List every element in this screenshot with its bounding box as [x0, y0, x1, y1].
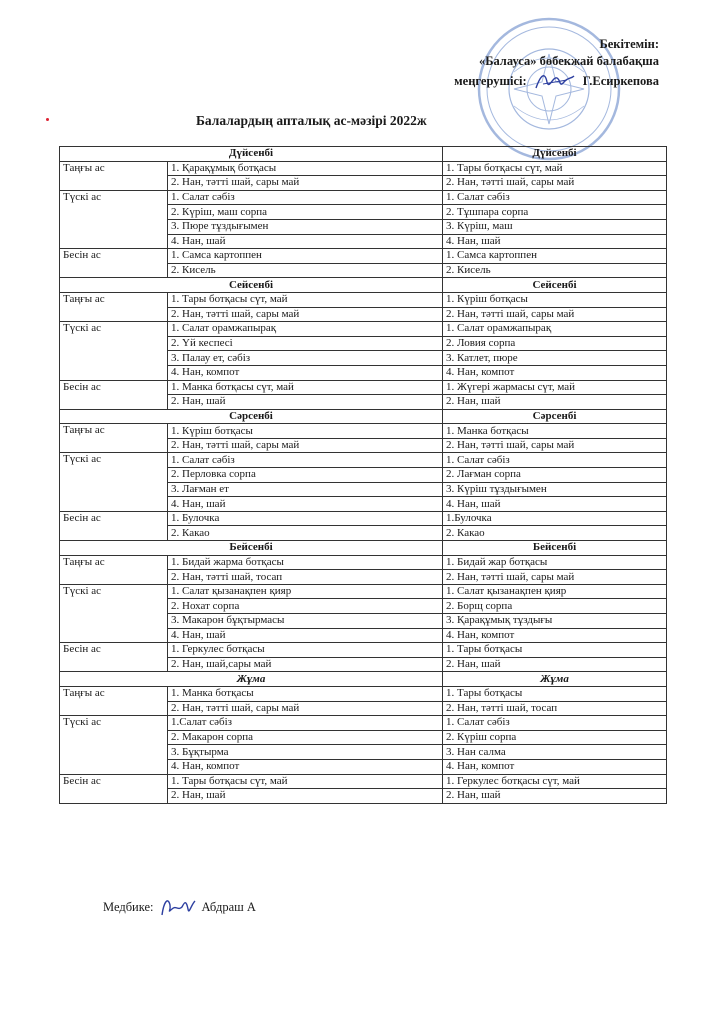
dish-left: 4. Нан, шай: [168, 628, 443, 643]
dish-right: 2. Күріш сорпа: [443, 730, 667, 745]
meal-label: Таңғы ас: [60, 686, 168, 715]
table-row: [60, 424, 667, 439]
menu-body: [60, 147, 667, 804]
dish-right: 1. Бидай жар ботқасы: [443, 555, 667, 570]
dish-right: 2. Нан, шай: [443, 395, 667, 410]
dish-left: 2. Нан, тәтті шай, сары май: [168, 307, 443, 322]
dish-right: 1. Тары ботқасы сүт, май: [443, 161, 667, 176]
meal-label: Бесін ас: [60, 511, 168, 540]
meal-label: Бесін ас: [60, 774, 168, 803]
table-row: [60, 555, 667, 570]
table-row: [60, 380, 667, 395]
dish-right: 2. Нан, тәтті шай, сары май: [443, 438, 667, 453]
meal-label: Таңғы ас: [60, 424, 168, 453]
dish-left: 1. Тары ботқасы сүт, май: [168, 292, 443, 307]
meal-label: Түскі ас: [60, 190, 168, 248]
dish-right: 2. Лағман сорпа: [443, 468, 667, 483]
dish-left: 2. Перловка сорпа: [168, 468, 443, 483]
day-name-left: Дүйсенбі: [60, 147, 443, 162]
dish-right: 2. Кисель: [443, 263, 667, 278]
dish-left: 1.Салат сәбіз: [168, 716, 443, 731]
dish-left: 1. Күріш ботқасы: [168, 424, 443, 439]
meal-label: Таңғы ас: [60, 161, 168, 190]
day-header-row: [60, 147, 667, 162]
dish-left: 1. Салат қызанақпен қияр: [168, 584, 443, 599]
dish-right: 2. Ловия сорпа: [443, 336, 667, 351]
day-header-row: [60, 278, 667, 293]
dish-left: 3. Лағман ет: [168, 482, 443, 497]
table-row: [60, 190, 667, 205]
dish-left: 1. Геркулес ботқасы: [168, 643, 443, 658]
dish-right: 4. Нан, компот: [443, 365, 667, 380]
dish-left: 2. Нан, шай,сары май: [168, 657, 443, 672]
head-signature: [533, 70, 577, 92]
dish-left: 2. Үй кеспесі: [168, 336, 443, 351]
dish-right: 4. Нан, компот: [443, 759, 667, 774]
dish-right: 1. Манка ботқасы: [443, 424, 667, 439]
dish-left: 1. Салат сәбіз: [168, 453, 443, 468]
dish-left: 2. Нан, тәтті шай, тосап: [168, 570, 443, 585]
table-row: [60, 322, 667, 337]
dish-left: 2. Нохат сорпа: [168, 599, 443, 614]
dish-right: 1. Жүгері жармасы сүт, май: [443, 380, 667, 395]
dish-left: 1. Салат сәбіз: [168, 190, 443, 205]
day-name-left: Сейсенбі: [60, 278, 443, 293]
dish-right: 4. Нан, шай: [443, 234, 667, 249]
day-header-row: [60, 672, 667, 687]
dish-left: 3. Бұқтырма: [168, 745, 443, 760]
dish-left: 1. Қарақұмық ботқасы: [168, 161, 443, 176]
dish-right: 1. Салат орамжапырақ: [443, 322, 667, 337]
day-header-row: [60, 409, 667, 424]
day-name-left: Жұма: [60, 672, 443, 687]
table-row: [60, 584, 667, 599]
meal-label: Бесін ас: [60, 643, 168, 672]
dish-right: 2. Нан, тәтті шай, сары май: [443, 307, 667, 322]
dish-right: 2. Нан, тәтті шай, сары май: [443, 570, 667, 585]
meal-label: Түскі ас: [60, 322, 168, 380]
day-name-right: Сейсенбі: [443, 278, 667, 293]
dish-right: 1. Самса картоппен: [443, 249, 667, 264]
table-row: [60, 292, 667, 307]
dish-right: 1. Салат сәбіз: [443, 453, 667, 468]
dish-left: 4. Нан, компот: [168, 365, 443, 380]
dish-right: 2. Нан, шай: [443, 657, 667, 672]
day-name-right: Бейсенбі: [443, 541, 667, 556]
meal-label: Таңғы ас: [60, 292, 168, 321]
dish-right: 2. Тұшпара сорпа: [443, 205, 667, 220]
dish-left: 2. Нан, шай: [168, 395, 443, 410]
nurse-signature: [158, 895, 198, 919]
dish-left: 4. Нан, компот: [168, 759, 443, 774]
dish-right: 3. Нан салма: [443, 745, 667, 760]
dish-right: 2. Борщ сорпа: [443, 599, 667, 614]
dish-left: 1. Салат орамжапырақ: [168, 322, 443, 337]
meal-label: Түскі ас: [60, 584, 168, 642]
approve-label: Бекітемін:: [599, 37, 659, 51]
dish-left: 1. Самса картоппен: [168, 249, 443, 264]
day-name-right: Жұма: [443, 672, 667, 687]
day-name-right: Дүйсенбі: [443, 147, 667, 162]
table-row: [60, 686, 667, 701]
dish-left: 2. Нан, тәтті шай, сары май: [168, 176, 443, 191]
org-line: «Балауса» бөбекжай балабақша: [478, 54, 659, 68]
dish-right: 1. Тары ботқасы: [443, 686, 667, 701]
dish-left: 2. Какао: [168, 526, 443, 541]
dish-left: 2. Нан, тәтті шай, сары май: [168, 438, 443, 453]
dish-left: 2. Нан, тәтті шай, сары май: [168, 701, 443, 716]
dish-right: 1. Күріш ботқасы: [443, 292, 667, 307]
table-row: [60, 774, 667, 789]
dish-left: 3. Пюре тұздығымен: [168, 219, 443, 234]
head-label: меңгерушісі:: [454, 73, 527, 88]
dish-left: 1. Манка ботқасы сүт, май: [168, 380, 443, 395]
dish-right: 2. Нан, тәтті шай, тосап: [443, 701, 667, 716]
dish-left: 2. Күріш, маш сорпа: [168, 205, 443, 220]
dish-right: 3. Қарақұмық тұздығы: [443, 614, 667, 629]
day-header-row: [60, 541, 667, 556]
dish-right: 2. Нан, тәтті шай, сары май: [443, 176, 667, 191]
table-row: [60, 161, 667, 176]
dish-left: 1. Тары ботқасы сүт, май: [168, 774, 443, 789]
dish-right: 1. Геркулес ботқасы сүт, май: [443, 774, 667, 789]
dish-right: 3. Күріш тұздығымен: [443, 482, 667, 497]
dish-right: 3. Катлет, пюре: [443, 351, 667, 366]
dish-right: 2. Какао: [443, 526, 667, 541]
page-title: Балалардың апталық ас-мәзірі 2022ж: [196, 113, 427, 128]
dish-left: 2. Нан, шай: [168, 789, 443, 804]
dish-right: 1. Салат сәбіз: [443, 190, 667, 205]
meal-label: Бесін ас: [60, 249, 168, 278]
head-sign-line: [454, 70, 659, 92]
day-name-left: Сәрсенбі: [60, 409, 443, 424]
table-row: [60, 249, 667, 264]
nurse-signature-line: [103, 895, 256, 919]
dish-left: 4. Нан, шай: [168, 497, 443, 512]
dish-left: 3. Макарон бұқтырмасы: [168, 614, 443, 629]
table-row: [60, 716, 667, 731]
meal-label: Түскі ас: [60, 453, 168, 511]
dish-left: 1. Манка ботқасы: [168, 686, 443, 701]
day-name-left: Бейсенбі: [60, 541, 443, 556]
ink-mark: [46, 118, 49, 121]
nurse-label: Медбике:: [103, 899, 154, 914]
dish-left: 2. Кисель: [168, 263, 443, 278]
dish-right: 3. Күріш, маш: [443, 219, 667, 234]
dish-right: 1. Салат қызанақпен қияр: [443, 584, 667, 599]
approval-block: [454, 36, 659, 92]
head-name: Г.Есиркепова: [582, 73, 659, 88]
nurse-name: Абдраш А: [201, 899, 256, 914]
dish-right: 1. Салат сәбіз: [443, 716, 667, 731]
day-name-right: Сәрсенбі: [443, 409, 667, 424]
table-row: [60, 511, 667, 526]
dish-right: 4. Нан, компот: [443, 628, 667, 643]
dish-left: 4. Нан, шай: [168, 234, 443, 249]
dish-left: 1. Бидай жарма ботқасы: [168, 555, 443, 570]
meal-label: Түскі ас: [60, 716, 168, 774]
dish-left: 3. Палау ет, сәбіз: [168, 351, 443, 366]
dish-right: 1. Тары ботқасы: [443, 643, 667, 658]
table-row: [60, 453, 667, 468]
dish-left: 2. Макарон сорпа: [168, 730, 443, 745]
dish-right: 1.Булочка: [443, 511, 667, 526]
meal-label: Бесін ас: [60, 380, 168, 409]
weekly-menu-table: [59, 146, 667, 804]
meal-label: Таңғы ас: [60, 555, 168, 584]
table-row: [60, 643, 667, 658]
dish-right: 4. Нан, шай: [443, 497, 667, 512]
dish-right: 2. Нан, шай: [443, 789, 667, 804]
dish-left: 1. Булочка: [168, 511, 443, 526]
